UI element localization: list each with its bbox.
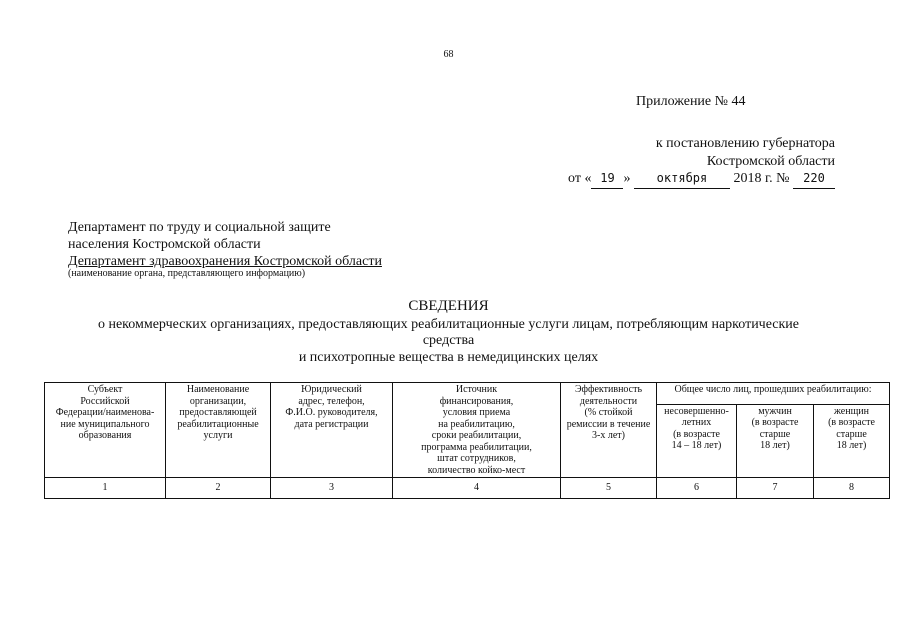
header-line: (% стойкой — [584, 407, 633, 418]
header-minors — [657, 404, 737, 477]
header-men — [737, 404, 814, 477]
decree-line-1: к постановлению губернатора — [655, 136, 835, 151]
header-line: (в возрасте — [751, 417, 799, 429]
decree-day: 19 — [591, 169, 623, 189]
column-number: 7 — [737, 478, 814, 499]
header-line: Юридический — [301, 384, 362, 395]
organization-line-3: Департамент здравоохранения Костромской области — [68, 254, 382, 269]
header-line: образования — [78, 430, 132, 441]
header-line: 18 лет) — [836, 440, 867, 452]
header-line: старше — [759, 428, 791, 440]
header-line: (в возрасте — [828, 417, 875, 429]
header-line: деятельности — [579, 395, 638, 407]
header-line: количество койко-мест — [427, 464, 526, 476]
header-line: Субъект — [87, 384, 123, 395]
column-number: 3 — [271, 478, 393, 499]
header-line: услуги — [203, 430, 233, 441]
decree-prefix: от « — [568, 171, 592, 186]
header-line: реабилитационные — [177, 418, 259, 430]
information-table — [44, 382, 890, 499]
page-number: 68 — [443, 49, 454, 60]
header-line: адрес, телефон, — [298, 395, 365, 407]
decree-line-2: Костромской области — [706, 154, 835, 169]
column-number: 6 — [657, 478, 737, 499]
header-line: Российской — [80, 395, 130, 407]
subtitle-line-1: о некоммерческих организациях, предоставляющих реабилитационные услуги лицам, потребляющим наркотические — [97, 317, 800, 332]
decree-line-3 — [520, 169, 835, 189]
header-line: ние муниципального — [60, 418, 150, 430]
header-line: несовершенно- — [664, 405, 729, 417]
header-line: Федерации/наименова- — [55, 407, 155, 418]
decree-year: 2018 г. № — [733, 171, 790, 186]
appendix-title: Приложение № 44 — [636, 94, 746, 109]
header-line: организации, — [189, 395, 247, 407]
header-line: 3-х лет) — [592, 430, 625, 441]
column-number: 8 — [814, 478, 890, 499]
document-title: СВЕДЕНИЯ — [408, 298, 489, 314]
decree-sep: » — [623, 171, 631, 186]
decree-month: октября — [634, 169, 730, 189]
header-line: 14 – 18 лет) — [671, 440, 722, 452]
header-line: Ф.И.О. руководителя, — [285, 407, 378, 418]
header-line: условия приема — [442, 407, 511, 418]
header-line: Источник — [455, 384, 498, 395]
header-line: штат сотрудников, — [437, 453, 516, 464]
header-line: (в возрасте — [673, 428, 720, 440]
header-legal-address — [271, 383, 393, 478]
header-line: на реабилитацию, — [438, 418, 515, 430]
column-number-row — [45, 478, 890, 499]
organization-hint: (наименование органа, представляющего информацию) — [68, 268, 306, 279]
header-line: предоставляющей — [179, 407, 257, 418]
header-effectiveness — [561, 383, 657, 478]
organization-line-2: населения Костромской области — [68, 237, 261, 252]
header-funding-source — [393, 383, 561, 478]
header-line: программа реабилитации, — [421, 441, 532, 453]
table-header-row — [45, 383, 890, 405]
header-line: сроки реабилитации, — [431, 430, 522, 441]
column-number: 5 — [561, 478, 657, 499]
header-line: летних — [681, 417, 712, 429]
subtitle-line-3: и психотропные вещества в немедицинских целях — [298, 350, 599, 365]
column-number: 2 — [166, 478, 271, 499]
header-line: финансирования, — [439, 395, 514, 407]
header-line: мужчин — [758, 405, 792, 417]
column-number: 1 — [45, 478, 166, 499]
decree-number: 220 — [793, 169, 835, 189]
column-number: 4 — [393, 478, 561, 499]
header-line: Эффективность — [574, 384, 643, 395]
header-line: старше — [836, 428, 867, 440]
header-line: 18 лет) — [760, 440, 790, 452]
organization-line-1: Департамент по труду и социальной защите — [68, 220, 331, 235]
header-line: Наименование — [186, 384, 250, 395]
header-women — [814, 404, 890, 477]
header-region — [45, 383, 166, 478]
header-organization-name — [166, 383, 271, 478]
header-line: женщин — [834, 405, 869, 417]
header-rehabilitated-total: Общее число лиц, прошедших реабилитацию: — [657, 383, 890, 405]
subtitle-line-2: средства — [422, 333, 475, 348]
header-line: ремиссии в течение — [566, 418, 651, 430]
header-line: дата регистрации — [294, 418, 369, 430]
